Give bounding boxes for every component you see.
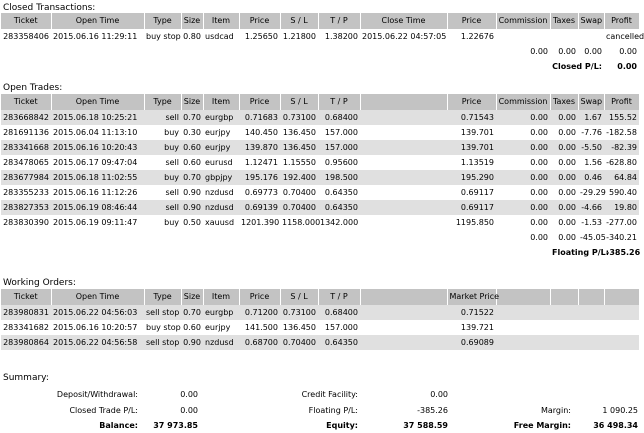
cell-sl: 136.450: [282, 323, 316, 332]
closed-transactions-title: Closed Transactions:: [3, 3, 96, 13]
cell-type: sell: [165, 158, 179, 167]
cell-size: 0.60: [183, 158, 201, 167]
cell-item: eurusd: [205, 158, 233, 167]
cell-item: nzdusd: [203, 335, 239, 350]
deposit-label: Deposit/Withdrawal:: [56, 390, 138, 399]
cell-size: 0.70: [181, 305, 203, 320]
blank-cell: [318, 44, 360, 59]
open-pl-value: -385.26: [606, 248, 641, 257]
table-row: [1, 200, 639, 215]
cell-price: 140.450: [244, 128, 278, 137]
cell-taxes: [550, 29, 578, 44]
column-header-open-time: Open Time: [51, 289, 144, 305]
blank-cell: [144, 44, 181, 59]
cell-sl: 136.450: [280, 140, 318, 155]
column-header-close-time: Close Time: [360, 13, 447, 29]
cell-taxes: 0.00: [550, 200, 578, 215]
table-row: [1, 110, 639, 125]
column-header-sl: S / L: [280, 94, 318, 110]
cell-open-time: 2015.06.04 11:13:10: [53, 128, 138, 137]
column-header-taxes: [550, 289, 578, 305]
cell-price: 1.12471: [244, 158, 278, 167]
column-header-profit: [604, 289, 639, 305]
cell-ticket: 283668842: [1, 110, 51, 125]
blank-cell: [447, 230, 496, 245]
column-header-ticket: Ticket: [1, 94, 51, 110]
cell-profit: 64.84: [604, 170, 639, 185]
column-header-close-time: [360, 289, 447, 305]
cell-commission: 0.00: [530, 128, 548, 137]
equity-value: 37 588.59: [403, 421, 448, 430]
total-profit: 0.00: [619, 47, 637, 56]
cell-close-time: 2015.06.22 04:57:05: [362, 32, 447, 41]
cell-size: 0.90: [183, 188, 201, 197]
cell-profit: [604, 335, 639, 350]
cell-ticket: 281691136: [3, 128, 49, 137]
column-header-close-time: [360, 94, 447, 110]
working-orders-table: [1, 289, 640, 350]
total-commission: 0.00: [530, 47, 548, 56]
cell-sl: 1158.000: [282, 218, 321, 227]
cell-close-time: [360, 185, 447, 200]
balance-value: 37 973.85: [153, 421, 198, 430]
blank-cell: [360, 230, 447, 245]
cell-close-time: [360, 110, 447, 125]
blank-cell: [280, 230, 318, 245]
working-header-row: [1, 289, 639, 305]
closed-header-row: [1, 13, 639, 29]
cell-tp: 0.95600: [324, 158, 358, 167]
column-header-open-time: Open Time: [51, 94, 144, 110]
cell-price: 1.22676: [460, 32, 494, 41]
column-header-size: Size: [181, 94, 203, 110]
blank-cell: [239, 230, 280, 245]
cell-size: 0.90: [181, 200, 203, 215]
cell-tp: 0.64350: [324, 188, 358, 197]
cell-price: 139.701: [447, 140, 496, 155]
cell-tp: 198.500: [318, 170, 360, 185]
cell-ticket: 283341682: [3, 323, 49, 332]
total-profit: -340.21: [606, 233, 637, 242]
column-header-price: Price: [239, 289, 280, 305]
blank-cell: [181, 44, 203, 59]
blank-cell: [1, 59, 550, 74]
column-header-type: Type: [144, 289, 181, 305]
credit-label: Credit Facility:: [301, 390, 358, 399]
cell-type: sell: [165, 188, 179, 197]
cell-open-time: 2015.06.16 11:12:26: [53, 188, 138, 197]
cell-open-time: 2015.06.16 11:29:11: [53, 32, 138, 41]
cell-taxes: 0.00: [550, 140, 578, 155]
cell-swap: -1.53: [581, 218, 602, 227]
balance-label: Balance:: [99, 421, 138, 430]
cell-type: buy: [144, 140, 181, 155]
cell-price: 0.68700: [239, 335, 280, 350]
blank-cell: [1, 230, 51, 245]
cell-tp: 157.000: [324, 323, 358, 332]
cell-item: nzdusd: [205, 188, 234, 197]
cell-swap: -29.29: [580, 188, 606, 197]
table-row: [1, 155, 639, 170]
column-header-price: Price: [447, 13, 496, 29]
blank-cell: [360, 44, 447, 59]
column-header-commission: [496, 289, 550, 305]
floating-pl-label: Floating P/L:: [308, 406, 358, 415]
cell-sl: 0.73100: [280, 305, 318, 320]
cell-taxes: 0.00: [558, 128, 576, 137]
cell-commission: [496, 305, 550, 320]
cell-size: 0.60: [181, 140, 203, 155]
table-row: [1, 335, 639, 350]
cell-item: usdcad: [205, 32, 234, 41]
cell-close-time: [360, 125, 447, 140]
table-row: [1, 29, 639, 44]
cell-price: 0.71543: [447, 110, 496, 125]
cell-profit: -182.58: [606, 128, 637, 137]
blank-cell: [181, 230, 203, 245]
cell-price: 139.721: [460, 323, 494, 332]
cell-swap: [578, 305, 604, 320]
cell-profit: 19.80: [604, 200, 639, 215]
column-header-tp: T / P: [318, 289, 360, 305]
cell-size: 0.60: [183, 323, 201, 332]
table-row: [1, 320, 639, 335]
blank-cell: [51, 44, 144, 59]
column-header-sl: S / L: [280, 289, 318, 305]
cell-taxes: [550, 305, 578, 320]
cell-open-time: 2015.06.17 09:47:04: [53, 158, 138, 167]
cell-sl: 1.15550: [282, 158, 316, 167]
open-trades-table: [1, 94, 640, 260]
blank-cell: [51, 230, 144, 245]
cell-tp: 1.38200: [324, 32, 358, 41]
column-header-price: Price: [447, 94, 496, 110]
summary-row-3: [0, 419, 640, 433]
cell-type: sell: [144, 110, 181, 125]
cell-swap: -5.50: [578, 140, 604, 155]
cell-open-time: 2015.06.16 10:20:43: [51, 140, 144, 155]
cell-type: sell: [144, 200, 181, 215]
open-pl-row: [1, 245, 639, 260]
column-header-profit: Profit: [604, 94, 639, 110]
blank-cell: [239, 44, 280, 59]
table-row: [1, 140, 639, 155]
cell-price: 0.71522: [447, 305, 496, 320]
column-header-open-time: Open Time: [51, 13, 144, 29]
cell-price: 1201.390: [241, 218, 280, 227]
closed-trade-pl-label: Closed Trade P/L:: [69, 406, 138, 415]
cell-size: 0.70: [181, 170, 203, 185]
cell-open-time: 2015.06.22 04:56:58: [51, 335, 144, 350]
cell-swap: [578, 320, 604, 335]
cell-profit: [604, 320, 639, 335]
cell-open-time: 2015.06.19 08:46:44: [51, 200, 144, 215]
summary-title: Summary:: [3, 373, 49, 383]
deposit-value: 0.00: [180, 390, 198, 399]
column-header-price: Price: [239, 94, 280, 110]
cell-close-time: [360, 215, 447, 230]
cell-item: eurgbp: [203, 110, 239, 125]
cell-ticket: 283830390: [3, 218, 49, 227]
column-header-taxes: Taxes: [550, 94, 578, 110]
blank-cell: [203, 44, 239, 59]
cell-profit: [604, 305, 639, 320]
cell-close-time: [360, 170, 447, 185]
summary-section: [0, 372, 640, 432]
total-commission: 0.00: [530, 233, 548, 242]
cell-ticket: 283355233: [3, 188, 49, 197]
column-header-swap: Swap: [578, 13, 604, 29]
closed-transactions-table: [1, 13, 644, 74]
blank-cell: [144, 230, 181, 245]
cell-open-time: 2015.06.18 11:02:55: [51, 170, 144, 185]
cell-item: nzdusd: [203, 200, 239, 215]
cell-item: eurjpy: [205, 323, 231, 332]
column-header-commission: Commission: [496, 13, 550, 29]
cell-commission: 0.00: [496, 200, 550, 215]
cell-tp: 157.000: [324, 128, 358, 137]
column-header-type: Type: [144, 94, 181, 110]
cell-tp: 0.68400: [318, 110, 360, 125]
cell-swap: 0.46: [578, 170, 604, 185]
column-header-price: Price: [239, 13, 280, 29]
cell-tp: 0.68400: [318, 305, 360, 320]
cell-type: buy: [144, 170, 181, 185]
column-header-price: Market Price: [447, 289, 496, 305]
cell-sl: 0.70400: [280, 335, 318, 350]
cell-price: 1.13519: [460, 158, 494, 167]
total-taxes: 0.00: [558, 233, 576, 242]
cell-price: 0.69117: [460, 188, 494, 197]
cell-item: eurgbp: [203, 305, 239, 320]
cell-tp: 1342.000: [320, 218, 359, 227]
total-taxes: 0.00: [558, 47, 576, 56]
cell-size: 0.80: [183, 32, 201, 41]
cell-profit: cancelled: [606, 32, 644, 41]
cell-taxes: 0.00: [558, 188, 576, 197]
column-header-item: Item: [203, 94, 239, 110]
open-header-row: [1, 94, 639, 110]
cell-price: 0.69773: [244, 188, 278, 197]
cell-sl: 0.70400: [282, 188, 316, 197]
cell-ticket: 283980864: [1, 335, 51, 350]
cell-ticket: 283677984: [1, 170, 51, 185]
column-header-tp: T / P: [318, 13, 360, 29]
cell-commission: 0.00: [496, 110, 550, 125]
cell-profit: -82.39: [604, 140, 639, 155]
cell-close-time: [360, 335, 447, 350]
column-header-swap: Swap: [578, 94, 604, 110]
cell-open-time: 2015.06.18 10:25:21: [51, 110, 144, 125]
cell-ticket: 283478065: [3, 158, 49, 167]
cell-swap: -4.66: [578, 200, 604, 215]
blank-cell: [1, 245, 550, 260]
cell-commission: [496, 335, 550, 350]
cell-price: 1.25650: [244, 32, 278, 41]
closed-pl-label: Closed P/L:: [552, 62, 602, 71]
cell-item: eurjpy: [203, 140, 239, 155]
column-header-profit: Profit: [604, 13, 639, 29]
cell-price: 195.290: [447, 170, 496, 185]
cell-open-time: 2015.06.16 10:20:57: [53, 323, 138, 332]
cell-profit: 590.40: [609, 188, 637, 197]
column-header-item: Item: [203, 289, 239, 305]
column-header-taxes: Taxes: [550, 13, 578, 29]
column-header-item: Item: [203, 13, 239, 29]
cell-taxes: [550, 335, 578, 350]
cell-ticket: 283341668: [1, 140, 51, 155]
cell-profit: -277.00: [606, 218, 637, 227]
cell-swap: [578, 335, 604, 350]
cell-ticket: 283827353: [1, 200, 51, 215]
cell-taxes: [550, 320, 578, 335]
blank-cell: [280, 44, 318, 59]
free-margin-value: 36 498.34: [593, 421, 638, 430]
closed-trade-pl-value: 0.00: [180, 406, 198, 415]
table-row: [1, 125, 639, 140]
cell-swap: [578, 29, 604, 44]
column-header-commission: Commission: [496, 94, 550, 110]
cell-type: buy: [164, 128, 179, 137]
cell-type: buy stop: [146, 32, 181, 41]
cell-sl: 0.70400: [280, 200, 318, 215]
cell-close-time: [360, 320, 447, 335]
cell-price: 1195.850: [455, 218, 494, 227]
cell-ticket: 283358406: [3, 32, 49, 41]
cell-close-time: [360, 140, 447, 155]
cell-taxes: 0.00: [558, 218, 576, 227]
cell-sl: 1.21800: [282, 32, 316, 41]
cell-ticket: 283980831: [1, 305, 51, 320]
column-header-sl: S / L: [280, 13, 318, 29]
table-row: [1, 185, 639, 200]
open-trades-title: Open Trades:: [3, 83, 63, 93]
blank-cell: [318, 230, 360, 245]
cell-open-time: 2015.06.22 04:56:03: [51, 305, 144, 320]
cell-tp: 157.000: [318, 140, 360, 155]
cell-swap: -7.76: [581, 128, 602, 137]
open-pl-label: Floating P/L:: [552, 248, 609, 257]
cell-type: buy stop: [146, 323, 181, 332]
cell-price: 0.71200: [239, 305, 280, 320]
summary-row-1: [0, 388, 640, 402]
cell-swap: 1.67: [578, 110, 604, 125]
total-swap: 0.00: [584, 47, 602, 56]
free-margin-label: Free Margin:: [513, 421, 571, 430]
summary-row-2: [0, 404, 640, 418]
cell-price: 0.69139: [239, 200, 280, 215]
cell-close-time: [360, 200, 447, 215]
cell-price: 139.870: [239, 140, 280, 155]
cell-price: 195.176: [239, 170, 280, 185]
cell-sl: 136.450: [282, 128, 316, 137]
cell-size: 0.50: [183, 218, 201, 227]
cell-commission: 0.00: [530, 188, 548, 197]
blank-cell: [447, 44, 496, 59]
cell-tp: 0.64350: [318, 200, 360, 215]
cell-item: xauusd: [205, 218, 235, 227]
cell-sl: 0.73100: [280, 110, 318, 125]
closed-pl-row: [1, 59, 639, 74]
cell-tp: 0.64350: [318, 335, 360, 350]
column-header-tp: T / P: [318, 94, 360, 110]
cell-type: sell stop: [144, 335, 181, 350]
working-orders-title: Working Orders:: [3, 278, 76, 288]
total-swap: -45.05: [580, 233, 606, 242]
cell-commission: 0.00: [530, 158, 548, 167]
open-totals-row: [1, 230, 639, 245]
column-header-size: Size: [181, 13, 203, 29]
cell-size: 0.90: [181, 335, 203, 350]
cell-close-time: [360, 155, 447, 170]
table-row: [1, 170, 639, 185]
margin-value: 1 090.25: [602, 406, 638, 415]
cell-commission: 0.00: [496, 170, 550, 185]
cell-close-time: [360, 305, 447, 320]
margin-label: Margin:: [540, 406, 571, 415]
cell-open-time: 2015.06.19 09:11:47: [53, 218, 138, 227]
cell-commission: 0.00: [530, 218, 548, 227]
cell-price: 0.69089: [447, 335, 496, 350]
credit-value: 0.00: [430, 390, 448, 399]
blank-cell: [1, 44, 51, 59]
closed-totals-row: [1, 44, 639, 59]
cell-size: 0.70: [181, 110, 203, 125]
cell-taxes: 0.00: [550, 110, 578, 125]
column-header-type: Type: [144, 13, 181, 29]
cell-price: 141.500: [244, 323, 278, 332]
cell-taxes: 0.00: [558, 158, 576, 167]
cell-price: 0.69117: [447, 200, 496, 215]
table-row: [1, 305, 639, 320]
table-row: [1, 215, 639, 230]
cell-price: 0.71683: [239, 110, 280, 125]
cell-profit: -628.80: [606, 158, 637, 167]
blank-cell: [203, 230, 239, 245]
cell-type: buy: [164, 218, 179, 227]
column-header-ticket: Ticket: [1, 13, 51, 29]
cell-commission: [496, 320, 550, 335]
equity-label: Equity:: [326, 421, 358, 430]
cell-size: 0.30: [183, 128, 201, 137]
cell-price: 139.701: [460, 128, 494, 137]
cell-type: sell stop: [144, 305, 181, 320]
cell-taxes: 0.00: [550, 170, 578, 185]
cell-profit: 155.52: [604, 110, 639, 125]
column-header-size: Size: [181, 289, 203, 305]
cell-commission: [496, 29, 550, 44]
column-header-ticket: Ticket: [1, 289, 51, 305]
cell-sl: 192.400: [280, 170, 318, 185]
floating-pl-value: -385.26: [417, 406, 448, 415]
cell-commission: 0.00: [496, 140, 550, 155]
cell-item: eurjpy: [205, 128, 231, 137]
closed-pl-value: 0.00: [617, 62, 637, 71]
column-header-swap: [578, 289, 604, 305]
cell-item: gbpjpy: [203, 170, 239, 185]
cell-swap: 1.56: [584, 158, 602, 167]
